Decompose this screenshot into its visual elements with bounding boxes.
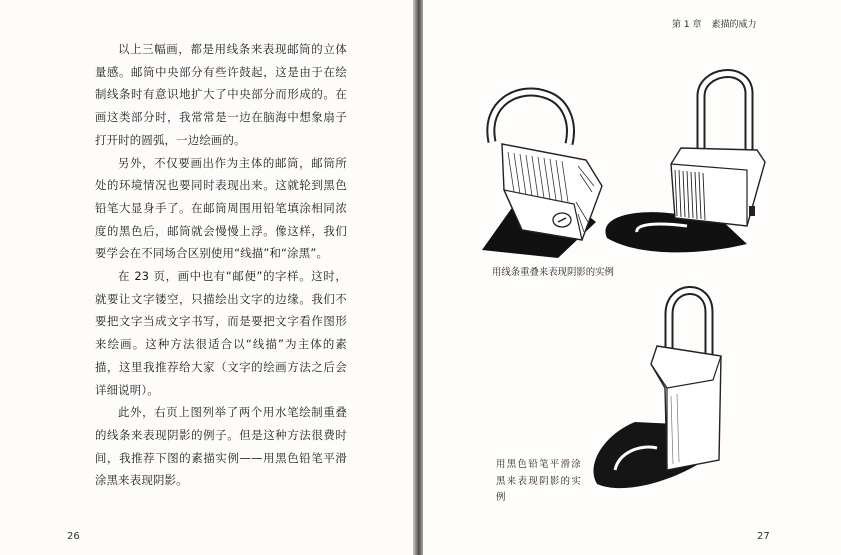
header-chapter: 第 1 章 (672, 20, 702, 30)
paragraph-4: 此外，右页上图列举了两个用水笔绘制重叠的线条来表现阴影的例子。但是这种方法很费时间，我推荐下图的素描实例——用黑色铅笔平滑涂黑来表现阴影。 (95, 405, 347, 488)
caption-smooth-shading: 用黑色铅笔平滑涂黑来表现阴影的实例 (496, 459, 583, 503)
page-number-left: 26 (67, 531, 80, 542)
header-title: 素描的威力 (711, 20, 757, 30)
caption-hatched-shading: 用线条重叠来表现阴影的实例 (492, 267, 614, 278)
padlock-illustration-hatched-right (597, 66, 787, 256)
book-gutter (413, 0, 423, 555)
padlock-illustration-hatched-left (474, 82, 614, 262)
page-number-right: 27 (757, 531, 770, 542)
left-page (0, 0, 413, 555)
padlock-illustration-smooth-black (585, 284, 745, 504)
paragraph-3: 在 23 页，画中也有“邮便”的字样。这时，就要让文字镂空，只描绘出文字的边缘。我们不要把文字当成文字书写，而是要把文字看作图形来绘画。这种方法很适合以“线描”为主体的素描，这里我推荐给大家（文字的绘画方法之后会详细说明）。 (95, 269, 347, 397)
left-page-body (95, 38, 347, 492)
paragraph-2: 另外，不仅要画出作为主体的邮筒，邮筒所处的环境情况也要同时表现出来。这就轮到黑色铅笔大显身手了。在邮筒周围用铅笔填涂相同浓度的黑色后，邮筒就会慢慢上浮。像这样，我们要学会在不同场合区别使用“线描”和“涂黑”。 (95, 155, 347, 261)
paragraph-1: 以上三幅画，都是用线条来表现邮筒的立体量感。邮筒中央部分有些许鼓起，这是由于在绘制线条时有意识地扩大了中央部分而形成的。在画这类部分时，我常常是一边在脑海中想象扇子打开时的圆弧，一边绘画的。 (95, 42, 347, 147)
running-header (672, 17, 756, 30)
